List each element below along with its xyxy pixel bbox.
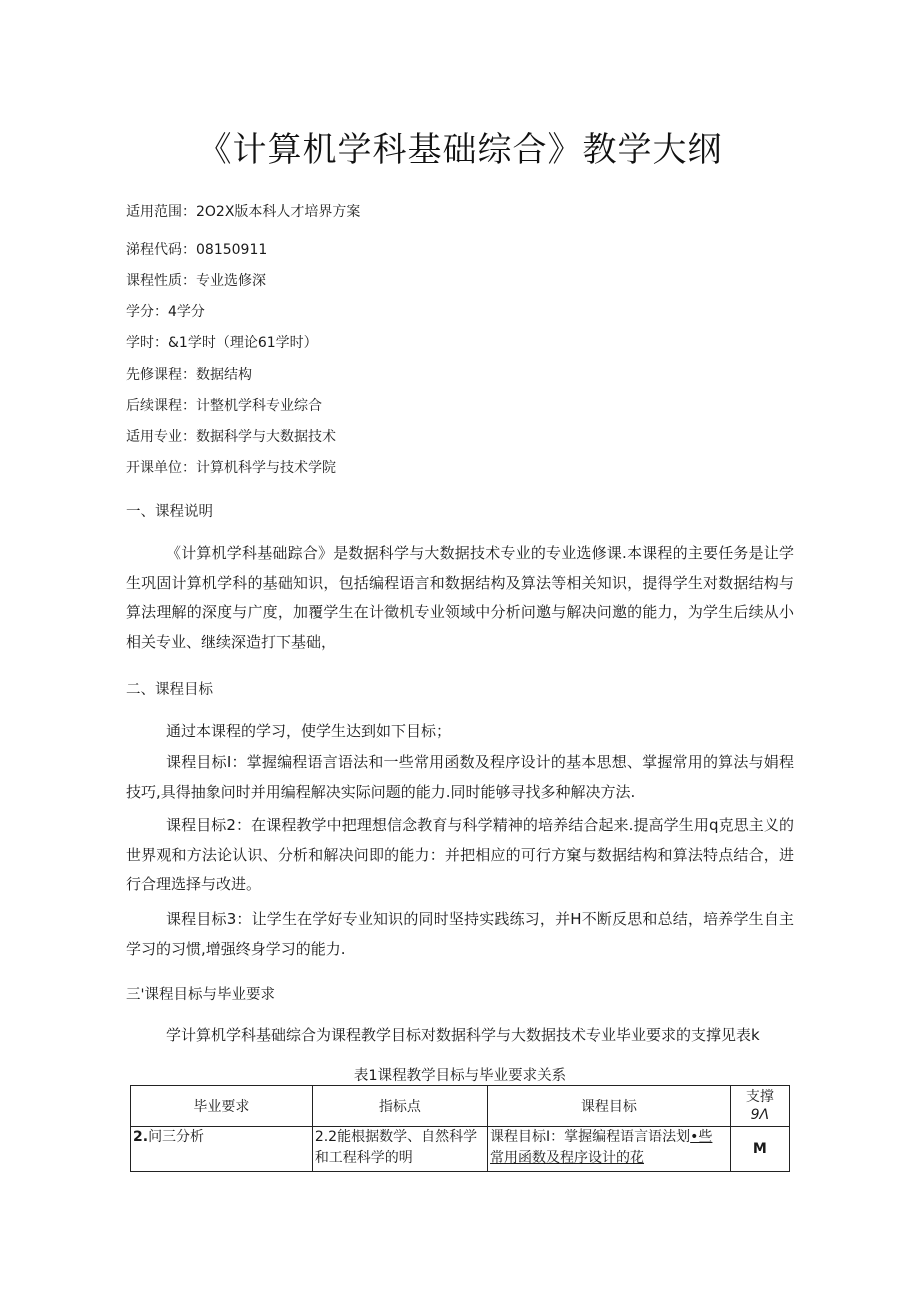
cell-requirement	[131, 1127, 313, 1172]
course-goal-text-c: 常用函数及程序设计的花	[490, 1150, 645, 1166]
header-support-sub: 9Λ	[750, 1107, 770, 1123]
goal-3: 课程目标3：让学生在学好专业知识的同时坚持实践练习，并H不断反思和总结，培养学生自主学习的习惯,增强终身学习的能力.	[126, 910, 794, 958]
info-scope: 适用范围：2O2X版本科人才培界方案	[126, 204, 361, 220]
info-major: 适用专业：数据科学与大数据技术	[126, 429, 336, 445]
header-support	[730, 1086, 789, 1127]
table-caption: 表1课程教学目标与毕业要求关系	[353, 1068, 567, 1084]
section-heading-3: 三'课程目标与毕业要求	[126, 987, 275, 1003]
info-hours: 学时：&1学时（理论61学时）	[126, 335, 318, 351]
section-heading-1: 一、课程说明	[126, 504, 213, 520]
requirements-table	[130, 1085, 790, 1172]
section-heading-2: 二、课程目标	[126, 682, 213, 698]
info-department: 开课单位：计算机科学与技术学院	[126, 460, 336, 476]
course-goal-text-a: 课程目标I：掌握编程语言语法划	[490, 1129, 691, 1145]
goal-intro: 通过本课程的学习，使学生达到如下目标；	[166, 722, 452, 740]
header-indicator: 指标点	[312, 1086, 487, 1127]
cell-indicator: 2.2能根据数学、自然科学和工程科学的明	[312, 1127, 487, 1172]
header-support-label: 支撑	[745, 1089, 774, 1105]
info-prerequisite: 先修课程：数据结构	[126, 367, 252, 383]
cell-support: M	[730, 1127, 789, 1172]
cell-course-goal	[488, 1127, 731, 1172]
header-course-goal: 课程目标	[488, 1086, 731, 1127]
requirement-label: 问三分析	[148, 1129, 205, 1145]
header-graduation-requirement: 毕业要求	[131, 1086, 313, 1127]
course-description: 《计算机学科基础踪合》是数据科学与大数据技术专业的专业选修课.本课程的主要任务是让学生巩固计算机学科的基础知识，包括编程语言和数据结构及算法等相关知识，提得学生对数据结构与算法理解的深度与广度，加覆学生在计徵机专业领域中分析问邀与解决问邀的能力，为学生后续从小相关专业、继续深造打下基础，	[126, 544, 794, 651]
goal-2: 课程目标2：在课程教学中把理想信念教育与科学精神的培养结合起来.提高学生用q克思主义的世界观和方法论认识、分析和解决问即的能力：并把相应的可行方窠与数据结构和算法特点结合，进行合理选择与改进。	[126, 816, 794, 893]
course-goal-text-b: •些	[690, 1129, 713, 1145]
info-followup: 后续课程：计整机学科专业综合	[126, 398, 322, 414]
support-intro: 学计算机学科基础综合为课程教学目标对数据科学与大数据技术专业毕业要求的支撑见表k	[166, 1026, 760, 1044]
page-title: 《计算机学科基础综合》教学大纲	[197, 130, 723, 170]
info-course-code: 涕程代码：08150911	[126, 242, 268, 258]
table-row	[131, 1127, 790, 1172]
requirement-number: 2.	[133, 1129, 149, 1145]
table-header-row	[131, 1086, 790, 1127]
goal-1: 课程目标I：掌握编程语言语法和一些常用函数及程序设计的基本思想、掌握常用的算法与娟程技巧,具得抽象问时并用编程解决实际问题的能力.同时能够寻找多种解决方法.	[126, 753, 794, 801]
info-credits: 学分：4学分	[126, 304, 205, 320]
info-course-nature: 课程性质：专业选修深	[126, 273, 266, 289]
